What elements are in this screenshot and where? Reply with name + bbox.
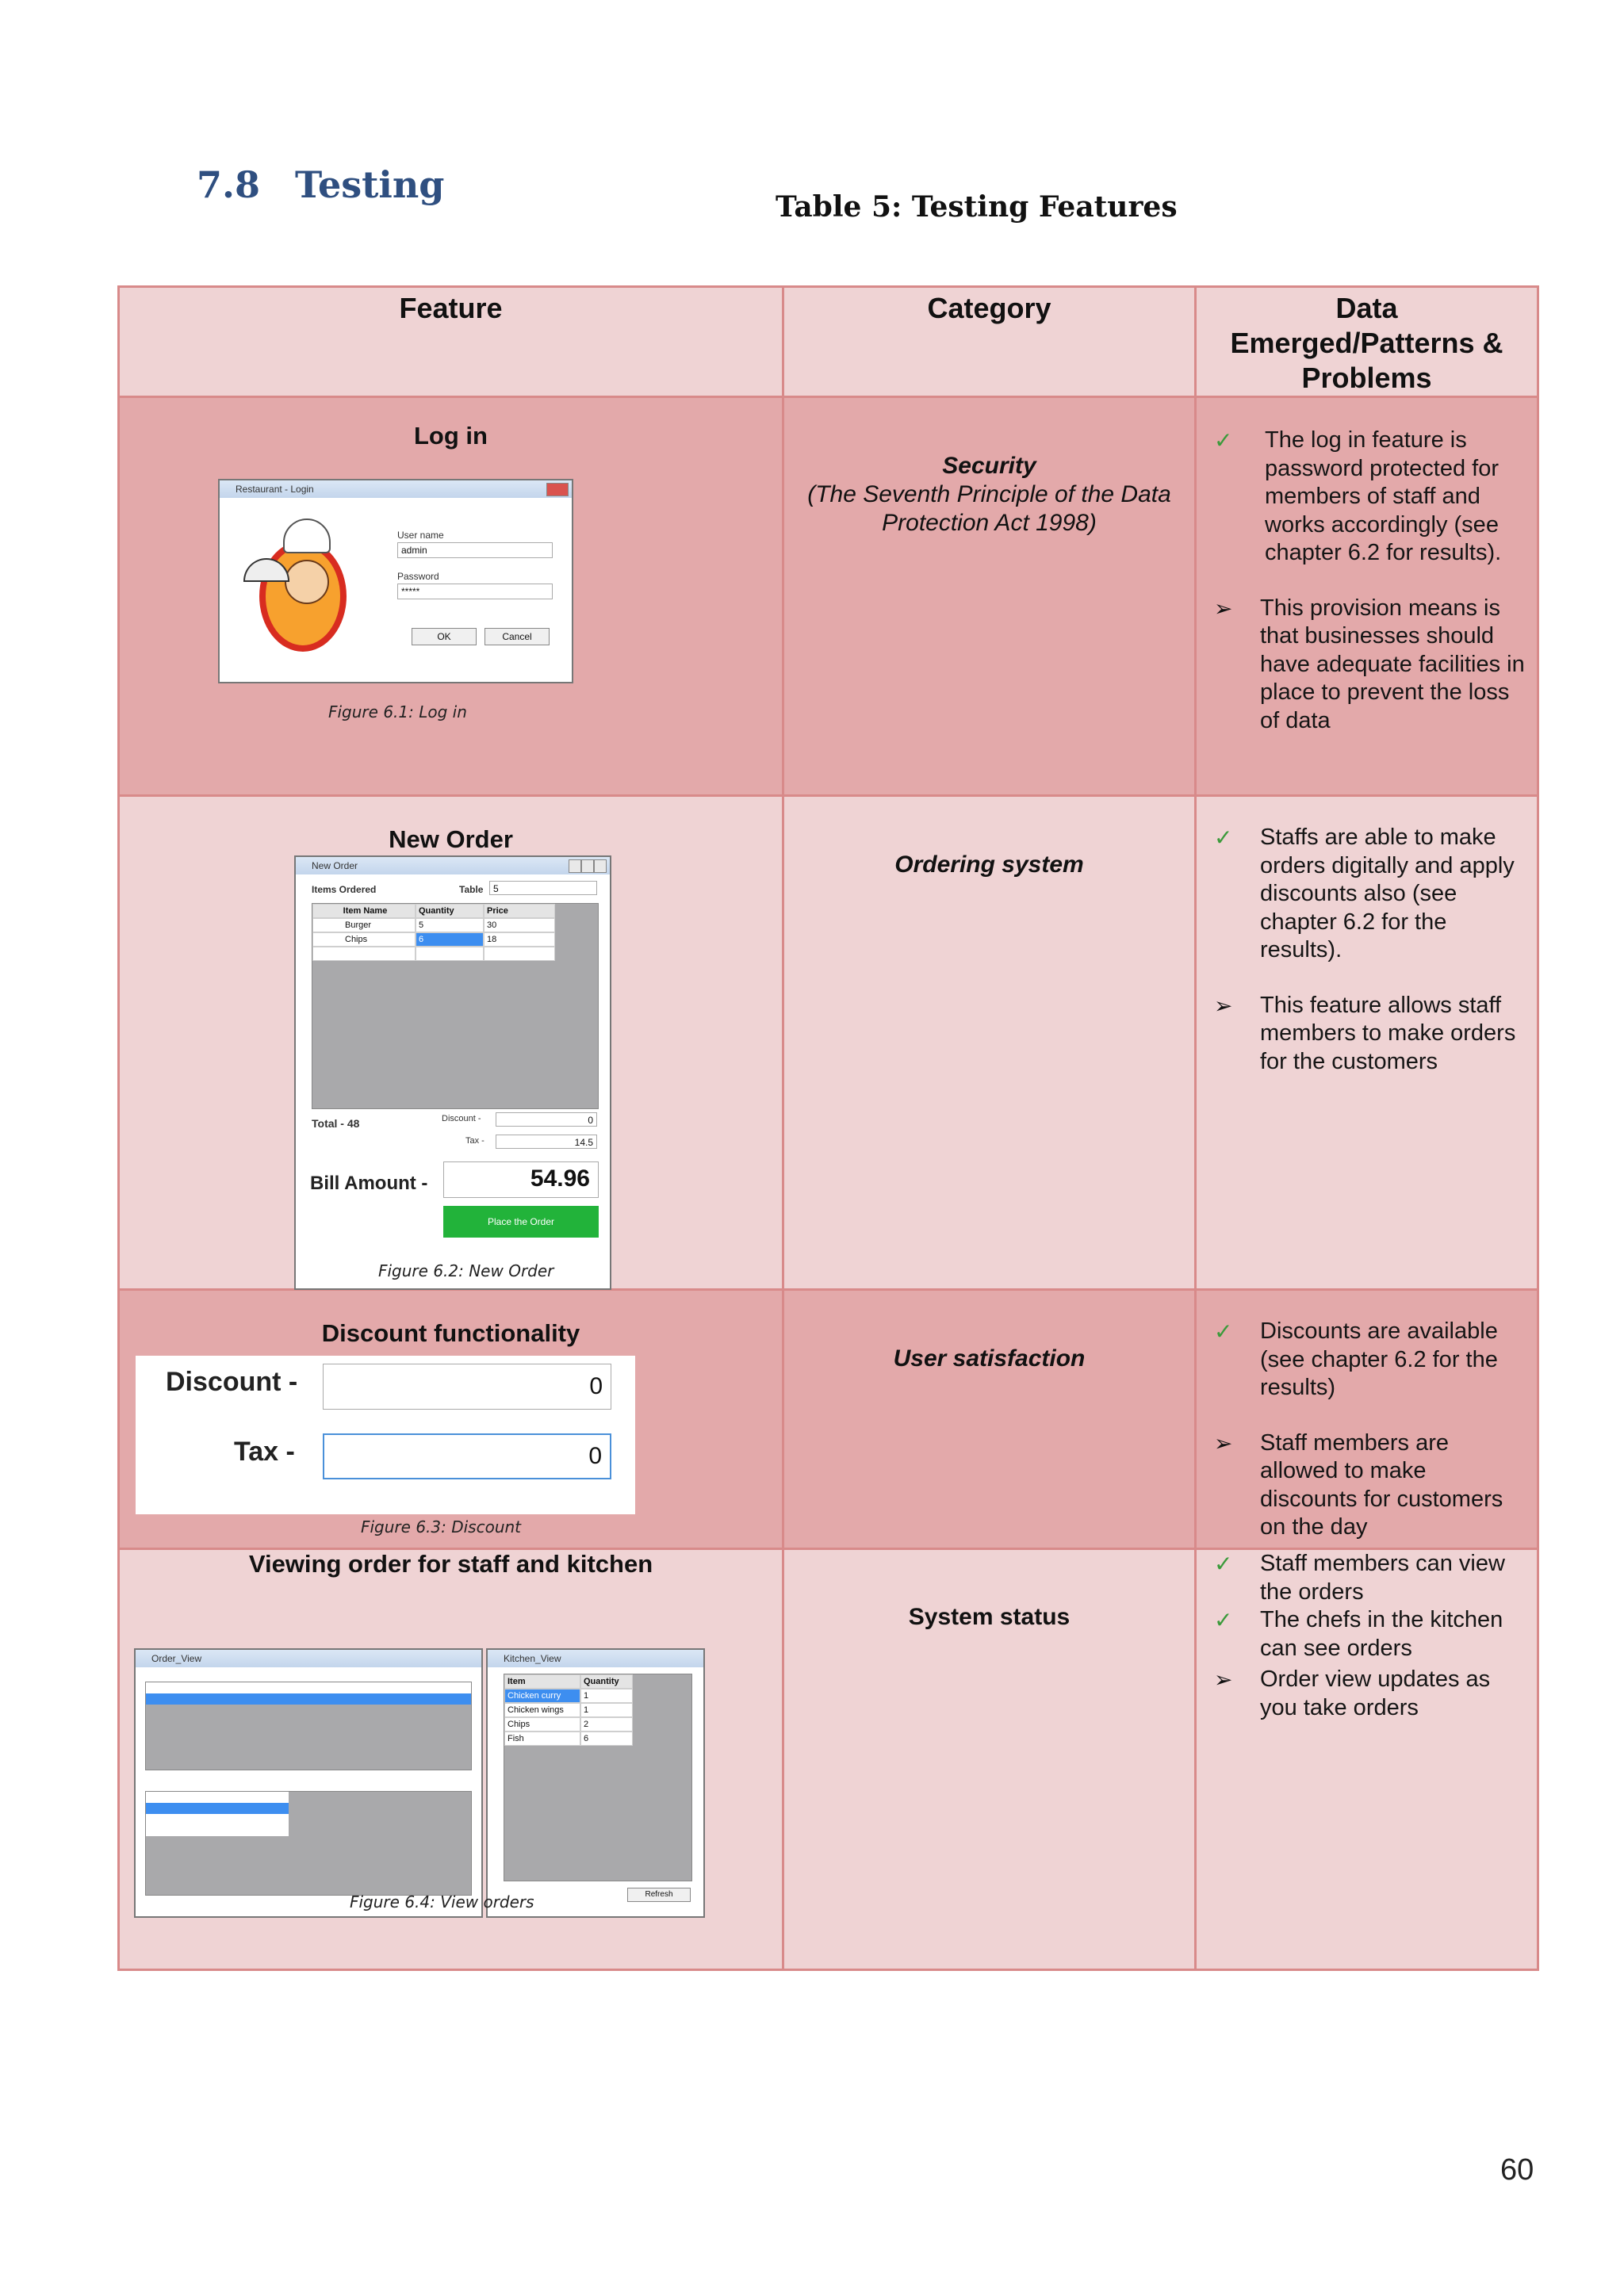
category-text: Security (The Seventh Principle of the Data Protection Act 1998) <box>807 453 1171 536</box>
table-header-row <box>119 287 1538 397</box>
section-heading <box>197 163 444 206</box>
category-cell <box>783 1290 1196 1549</box>
feature-title: Viewing order for staff and kitchen <box>248 1550 653 1578</box>
arrow-bullet-icon: ➢ <box>1214 595 1233 621</box>
list-item: ✓ Staff members can view the orders <box>1214 1551 1505 1605</box>
arrow-bullet-icon: ➢ <box>1214 993 1233 1018</box>
new-order-screenshot: New Order Items Ordered Table 5 Item Name Quantity Price Burger 5 30 Chips 6 18 Total - 48 Discount - 0 Tax - 14.5 Bill Amount - 54.96 Place the Order <box>294 855 611 1290</box>
feature-title: Log in <box>414 422 488 450</box>
check-icon: ✓ <box>1214 1319 1233 1344</box>
check-icon: ✓ <box>1214 825 1233 850</box>
category-text: User satisfaction <box>893 1345 1086 1372</box>
figure-caption: Figure 6.2: New Order <box>378 1261 554 1280</box>
figure-caption: Figure 6.4: View orders <box>350 1892 534 1911</box>
check-icon: ✓ <box>1214 1608 1233 1632</box>
table-row <box>119 796 1538 1290</box>
feature-cell <box>119 1290 783 1549</box>
table-caption: Table 5: Testing Features <box>776 190 1178 224</box>
list-item: ✓ Discounts are available (see chapter 6.2 for the results) <box>1214 1318 1498 1400</box>
order-view-screenshot: Order_View <box>134 1648 483 1918</box>
feature-title: New Order <box>389 825 513 853</box>
header-category: Category <box>783 287 1196 397</box>
header-data: Data Emerged/Patterns & Problems <box>1196 287 1538 397</box>
data-cell <box>1196 796 1538 1290</box>
discount-screenshot: Discount - 0 Tax - 0 <box>136 1356 635 1514</box>
section-title: Testing <box>295 163 445 206</box>
kitchen-view-screenshot: Kitchen_View Item Quantity Chicken curry 1 Chicken wings 1 Chips 2 Fish 6 Refresh <box>486 1648 705 1918</box>
category-cell <box>783 397 1196 796</box>
login-screenshot: Restaurant - Login User name admin Password ***** OK Cancel <box>218 479 573 683</box>
figure-caption: Figure 6.3: Discount <box>361 1517 522 1536</box>
category-text: Ordering system <box>894 851 1084 878</box>
table-row <box>119 1549 1538 1970</box>
refresh-button: Refresh <box>627 1888 691 1902</box>
place-order-button: Place the Order <box>443 1206 599 1238</box>
table-row <box>119 397 1538 796</box>
page-number: 60 <box>1500 2153 1534 2187</box>
data-cell <box>1196 1290 1538 1549</box>
list-item: ✓ Staffs are able to make orders digitally and apply discounts also (see chapter 6.2 for the results). <box>1214 825 1515 962</box>
check-icon: ✓ <box>1214 1552 1233 1576</box>
feature-cell <box>119 1549 783 1970</box>
table-row <box>119 1290 1538 1549</box>
arrow-bullet-icon: ➢ <box>1214 1667 1233 1692</box>
list-item: ➢ Staff members are allowed to make discounts for customers on the day <box>1214 1429 1503 1540</box>
arrow-bullet-icon: ➢ <box>1214 1430 1233 1456</box>
check-icon: ✓ <box>1214 428 1233 453</box>
list-item: ➢ This provision means is that businesses should have adequate facilities in place to prevent the loss of data <box>1214 595 1525 733</box>
feature-title: Discount functionality <box>321 1319 580 1347</box>
header-feature: Feature <box>119 287 783 397</box>
list-item: ✓ The log in feature is password protected for members of staff and works accordingly (see chapter 6.2 for results). <box>1214 427 1502 565</box>
cancel-button: Cancel <box>485 628 550 645</box>
section-number: 7.8 <box>197 163 261 206</box>
data-cell <box>1196 1549 1538 1970</box>
figure-caption: Figure 6.1: Log in <box>328 702 467 721</box>
feature-cell <box>119 397 783 796</box>
list-item: ➢ Order view updates as you take orders <box>1214 1667 1491 1720</box>
feature-cell <box>119 796 783 1290</box>
ok-button: OK <box>412 628 477 645</box>
list-item: ➢ This feature allows staff members to make orders for the customers <box>1214 992 1516 1074</box>
data-cell <box>1196 397 1538 796</box>
chef-logo <box>243 519 362 653</box>
category-cell <box>783 1549 1196 1970</box>
testing-features-table <box>117 285 1539 1971</box>
list-item: ✓ The chefs in the kitchen can see orders <box>1214 1607 1503 1661</box>
category-cell <box>783 796 1196 1290</box>
category-text: System status <box>908 1604 1071 1630</box>
